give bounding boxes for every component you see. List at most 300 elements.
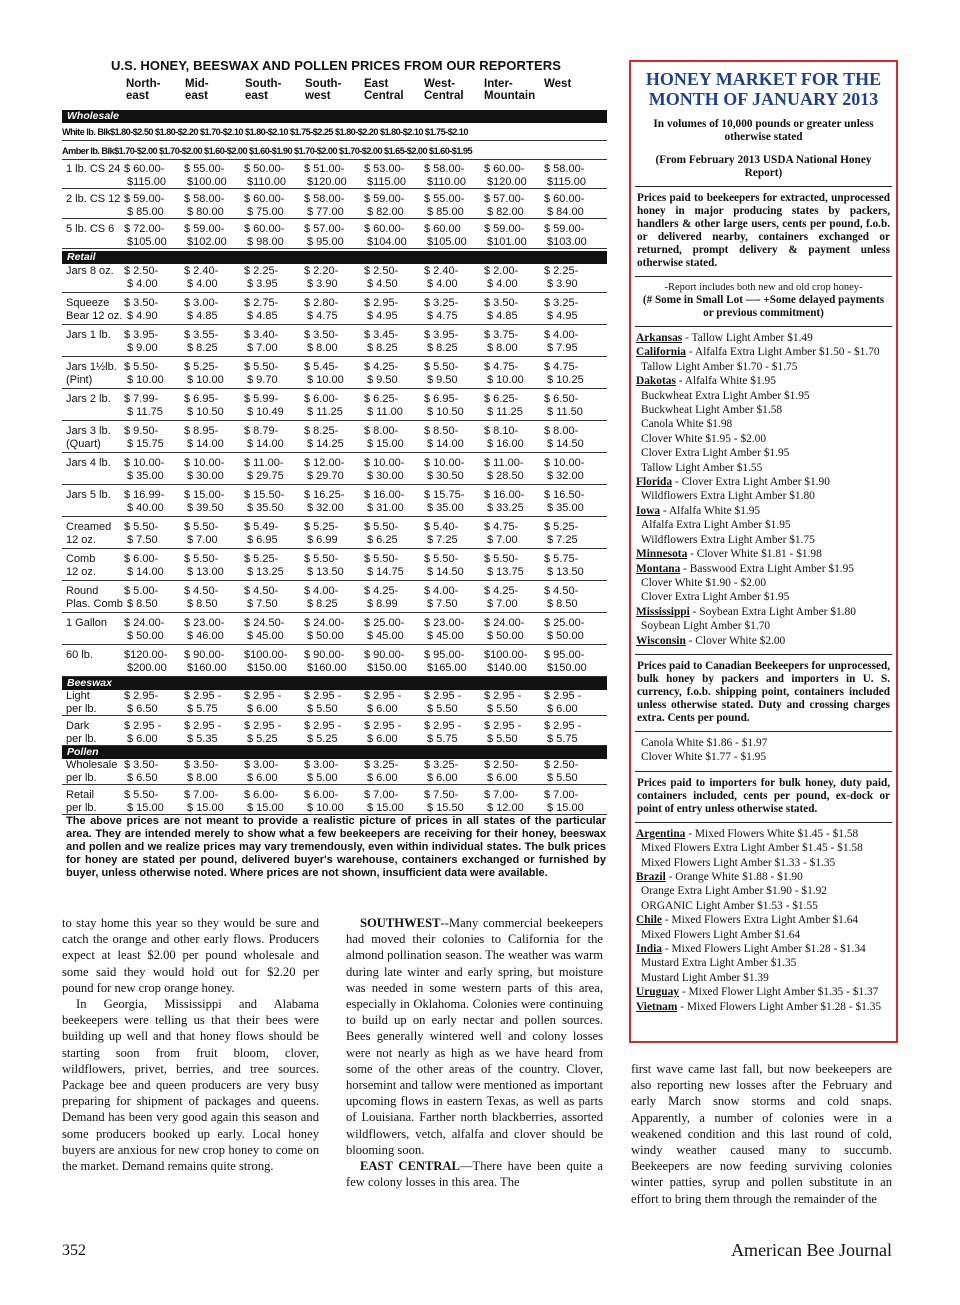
price-cell: $ 16.00- $ 31.00 (364, 489, 405, 514)
market-list-item: Dakotas - Alfalfa White $1.95 (636, 375, 776, 388)
origin-name: Iowa (636, 504, 661, 517)
market-list-item: Iowa - Alfalfa White $1.95 (636, 504, 761, 517)
section-heading-east-central: EAST CENTRAL (360, 1159, 460, 1174)
price-cell: $ 5.50- $ 15.00 (124, 789, 164, 814)
article-column-3 (631, 1061, 892, 1207)
market-report-note: -Report includes both new and old crop honey- (664, 282, 863, 293)
market-list-item: Mustard Light Amber $1.39 (641, 971, 769, 984)
market-import-intro: Prices paid to importers for bulk honey, duty paid, containers included, cents per pound, ex-dock or point of entry unless otherwise stated. (637, 776, 890, 815)
row-label: Retail per lb. (66, 789, 97, 814)
divider (635, 186, 892, 187)
price-cell: $ 3.50- $ 4.85 (484, 297, 519, 322)
price-cell: $ 2.95 - $ 6.00 (364, 690, 402, 715)
price-cell: $ 4.00- $ 7.50 (424, 585, 459, 610)
market-list-item: Alfalfa Extra Light Amber $1.95 (641, 519, 791, 532)
price-cell: $ 2.40- $ 4.00 (184, 265, 219, 290)
price-cell: $ 3.95- $ 8.25 (424, 329, 459, 354)
market-list-item: Mixed Flowers Light Amber $1.64 (641, 928, 801, 941)
price-cell: $ 5.49- $ 6.95 (244, 521, 279, 546)
price-cell: $ 24.00- $ 50.00 (484, 617, 525, 642)
price-cell: $ 11.00- $ 29.75 (244, 457, 284, 482)
article-column-2 (346, 915, 603, 1190)
price-cell: $ 15.50- $ 35.50 (244, 489, 285, 514)
price-cell: $ 9.50- $ 15.75 (124, 425, 164, 450)
region-header: Mid- east (185, 78, 209, 102)
market-list-item: Soybean Light Amber $1.70 (641, 620, 771, 633)
price-cell: $ 25.00- $ 50.00 (544, 617, 585, 642)
price-cell: $ 6.00- $ 14.00 (124, 553, 164, 578)
region-header: North- east (126, 78, 161, 102)
market-title: HONEY MARKET FOR THE MONTH OF JANUARY 2013 (645, 69, 882, 109)
price-cell: $ 5.50- $ 14.75 (364, 553, 404, 578)
region-headers (62, 78, 610, 106)
price-cell: $ 3.40- $ 7.00 (244, 329, 279, 354)
price-cell: $ 8.00- $ 14.50 (544, 425, 584, 450)
price-cell: $ 2.25- $ 3.95 (244, 265, 279, 290)
price-cell: $ 2.95 - $ 5.75 (424, 720, 462, 745)
article-paragraph: to stay home this year so they would be sure and catch the orange and other early flows. Producers expect at least $2.00 per pound wholesale and some said they would hold out for $2.20 per pound for new crop orange honey. (62, 916, 319, 995)
market-list-item: Mixed Flowers Extra Light Amber $1.45 - $1.58 (641, 842, 863, 855)
price-cell: $ 4.00- $ 7.95 (544, 329, 579, 354)
price-cell: $ 2.95- $ 4.95 (364, 297, 399, 322)
price-cell: $ 95.00- $165.00 (424, 649, 467, 674)
price-cell: $ 5.50- $ 7.50 (124, 521, 159, 546)
price-cell: $ 3.00- $ 6.00 (244, 759, 279, 784)
origin-name: Minnesota (636, 548, 688, 561)
price-disclaimer: The above prices are not meant to provide a realistic picture of prices in all states of the particular area. They are intended merely to show what a few beekeepers are receiving for their honey, beeswax and pollen and we realize prices may vary tremendously, even within individual states. The bulk prices for honey are stated per pound, delivered buyer's warehouse, containers exchanged or furnished by buyer, unless otherwise noted. Where prices are not shown, insufficient data were available. (66, 815, 606, 879)
price-cell: $ 58.00- $ 77.00 (304, 193, 345, 218)
price-cell: $ 4.00- $ 8.25 (304, 585, 339, 610)
price-cell: $ 2.95 - $ 5.50 (424, 690, 462, 715)
origin-name: Florida (636, 476, 673, 489)
price-cell: $120.00- $200.00 (124, 649, 168, 674)
market-list-item: Wisconsin - Clover White $2.00 (636, 634, 786, 647)
divider (635, 654, 892, 655)
price-row (62, 193, 607, 219)
price-cell: $ 12.00- $ 29.70 (304, 457, 345, 482)
price-cell: $ 3.50- $ 8.00 (184, 759, 219, 784)
price-row (62, 789, 607, 815)
price-cell: $ 5.50- $ 9.50 (424, 361, 459, 386)
price-cell: $ 8.25- $ 14.25 (304, 425, 344, 450)
price-cell: $ 2.95 - $ 6.00 (124, 720, 162, 745)
price-row (62, 223, 607, 249)
region-header: East Central (364, 78, 404, 102)
market-list-item: Minnesota - Clover White $1.81 - $1.98 (636, 548, 822, 561)
price-cell: $ 3.25- $ 4.95 (544, 297, 579, 322)
price-cell: $ 5.25- $ 7.25 (544, 521, 579, 546)
price-cell: $ 58.00- $110.00 (424, 163, 466, 188)
row-label: Jars 3 lb. (Quart) (66, 425, 111, 450)
price-cell: $ 2.95 - $ 6.00 (244, 690, 282, 715)
section-bar-wholesale: Wholesale (62, 110, 607, 123)
market-list-item: Clover Extra Light Amber $1.95 (641, 591, 790, 604)
price-cell: $ 2.80- $ 4.75 (304, 297, 339, 322)
row-label: Creamed 12 oz. (66, 521, 112, 546)
price-row (62, 649, 607, 677)
price-cell: $ 59.00- $103.00 (544, 223, 587, 248)
origin-name: Dakotas (636, 375, 676, 388)
price-cell: $ 7.99- $ 11.75 (124, 393, 163, 418)
region-header: Inter- Mountain (484, 78, 536, 102)
price-cell: $ 4.25- $ 8.99 (364, 585, 399, 610)
row-label: 2 lb. CS 12 (66, 193, 121, 205)
price-cell: $ 8.00- $ 15.00 (364, 425, 404, 450)
price-cell: $ 23.00- $ 45.00 (424, 617, 465, 642)
price-row (62, 521, 607, 549)
price-cell: $ 5.45- $ 10.00 (304, 361, 344, 386)
market-list-item: Buckwheat Extra Light Amber $1.95 (641, 389, 810, 402)
price-cell: $ 5.25- $ 10.00 (184, 361, 224, 386)
price-cell: $ 4.25- $ 7.00 (484, 585, 519, 610)
divider (635, 822, 892, 823)
article-column-1 (62, 915, 319, 1174)
price-cell: $ 8.50- $ 14.00 (424, 425, 464, 450)
price-cell: $ 60.00- $ 98.00 (244, 223, 285, 248)
price-cell: $ 10.00- $ 30.00 (184, 457, 225, 482)
price-cell: $ 55.00- $100.00 (184, 163, 227, 188)
market-list-item: Clover White $1.77 - $1.95 (641, 751, 767, 764)
price-cell: $ 5.50- $ 13.50 (304, 553, 344, 578)
canada-price-list (636, 736, 892, 765)
price-cell: $ 2.95 - $ 5.75 (544, 720, 582, 745)
market-list-item: Vietnam - Mixed Flowers Light Amber $1.28 - $1.35 (636, 1000, 882, 1013)
price-cell: $ 16.25- $ 32.00 (304, 489, 345, 514)
row-label: Jars 1½lb. (Pint) (66, 361, 117, 386)
row-label: Dark per lb. (66, 720, 97, 745)
price-cell: $ 7.50- $ 15.50 (424, 789, 464, 814)
article-paragraph: —There have been quite a few colony losses in this area. The (346, 1159, 603, 1190)
price-cell: $ 59.00- $101.00 (484, 223, 527, 248)
price-cell: $ 4.50- $ 8.50 (544, 585, 579, 610)
price-cell: $ 5.50- $ 7.00 (184, 521, 219, 546)
price-cell: $ 3.00- $ 4.85 (184, 297, 219, 322)
market-list-item: Mustard Extra Light Amber $1.35 (641, 957, 797, 970)
price-cell: $ 2.95 - $ 5.50 (484, 720, 522, 745)
price-cell: $ 24.50- $ 45.00 (244, 617, 285, 642)
price-cell: $ 3.50- $ 6.50 (124, 759, 159, 784)
market-list-item: Wildflowers Extra Light Amber $1.75 (641, 533, 815, 546)
price-cell: $ 5.50- $ 10.00 (124, 361, 164, 386)
price-cell: $ 2.50- $ 4.50 (364, 265, 399, 290)
price-cell: $ 3.50- $ 4.90 (124, 297, 159, 322)
market-list-item: Buckwheat Light Amber $1.58 (641, 404, 783, 417)
price-cell: $ 2.50- $ 5.50 (544, 759, 579, 784)
price-cell: $ 59.00- $ 82.00 (364, 193, 405, 218)
price-row (62, 457, 607, 485)
price-cell: $ 16.00- $ 33.25 (484, 489, 525, 514)
divider (635, 276, 892, 277)
origin-name: Vietnam (636, 1000, 678, 1013)
article-paragraph: first wave came last fall, but now beekeepers are also reporting new losses after the February and early March snow storms and cold snaps. Apparently, a number of colonies were in a weakened condition and this last round of cold, windy weather caused many to succumb. Beekeepers are now feeding surviving colonies winter patties, syrup and pollen substitute in an effort to bring them through the remainder of the (631, 1062, 892, 1206)
origin-name: India (636, 943, 662, 955)
price-cell: $ 57.00- $ 95.00 (304, 223, 345, 248)
price-cell: $ 2.95- $ 6.50 (124, 690, 159, 715)
price-cell: $ 3.55- $ 8.25 (184, 329, 219, 354)
price-row (62, 163, 607, 189)
price-cell: $ 2.95 - $ 5.75 (184, 690, 222, 715)
market-list-item: Chile - Mixed Flowers Extra Light Amber $1.64 (636, 914, 859, 927)
price-cell: $ 60.00- $115.00 (124, 163, 166, 188)
price-cell: $ 2.75- $ 4.85 (244, 297, 279, 322)
price-cell: $ 2.50- $ 4.00 (124, 265, 159, 290)
row-label: Jars 4 lb. (66, 457, 111, 469)
price-row (62, 361, 607, 389)
origin-name: Chile (636, 914, 662, 927)
price-cell: $ 8.10- $ 16.00 (484, 425, 524, 450)
row-label: 1 Gallon (66, 617, 107, 629)
price-cell: $ 16.50- $ 35.00 (544, 489, 585, 514)
row-label: Wholesale per lb. (66, 759, 118, 784)
price-cell: $ 3.00- $ 5.00 (304, 759, 339, 784)
market-list-item: Mississippi - Soybean Extra Light Amber $1.80 (636, 605, 856, 618)
row-label: Squeeze Bear 12 oz. (66, 297, 123, 322)
price-cell: $ 10.00- $ 35.00 (124, 457, 165, 482)
price-cell: $ 59.00- $102.00 (184, 223, 227, 248)
price-cell: $ 5.25- $ 6.99 (304, 521, 339, 546)
row-label: Jars 5 lb. (66, 489, 111, 501)
market-list-item: Orange Extra Light Amber $1.90 - $1.92 (641, 885, 828, 898)
market-source: (From February 2013 USDA National Honey Report) (655, 154, 872, 179)
price-cell: $ 10.00- $ 32.00 (544, 457, 585, 482)
market-list-item: Argentina - Mixed Flowers White $1.45 - $1.58 (636, 827, 859, 840)
price-cell: $ 3.50- $ 8.00 (304, 329, 339, 354)
price-cell: $ 2.95 - $ 5.50 (484, 690, 522, 715)
price-cell: $ 60.00- $ 75.00 (244, 193, 285, 218)
market-list-item: Mixed Flowers Light Amber $1.33 - $1.35 (641, 856, 836, 869)
price-cell: $ 3.25- $ 6.00 (424, 759, 459, 784)
region-header: South- west (305, 78, 342, 102)
price-cell: $ 11.00- $ 28.50 (484, 457, 524, 482)
market-list-item: ORGANIC Light Amber $1.53 - $1.55 (641, 899, 818, 912)
market-list-item: Brazil - Orange White $1.88 - $1.90 (636, 870, 803, 883)
market-list-item: India - Mixed Flowers Light Amber $1.28 - $1.34 (636, 943, 866, 955)
price-cell: $100.00- $150.00 (244, 649, 288, 674)
price-cell: $ 90.00- $150.00 (364, 649, 407, 674)
price-row (62, 489, 607, 517)
row-label: Light per lb. (66, 690, 97, 715)
origin-name: Brazil (636, 870, 666, 883)
price-cell: $ 7.00- $ 12.00 (484, 789, 524, 814)
market-list-item: Tallow Light Amber $1.70 - $1.75 (641, 360, 798, 373)
bulk-amber-row: Amber lb. Blk$1.70-$2.00 $1.70-$2.00 $1.60-$2.00 $1.60-$1.90 $1.70-$2.00 $1.70-$2.00 $1.65-$2.00 $1.60-$1.95 (62, 143, 607, 160)
price-table-title: U.S. HONEY, BEESWAX AND POLLEN PRICES FROM OUR REPORTERS (110, 58, 562, 73)
price-cell: $ 5.50- $ 14.50 (424, 553, 464, 578)
price-cell: $ 2.50- $ 6.00 (484, 759, 519, 784)
price-cell: $ 2.40- $ 4.00 (424, 265, 459, 290)
price-row (62, 720, 607, 746)
price-cell: $ 4.75- $ 10.00 (484, 361, 524, 386)
price-cell: $ 4.25- $ 9.50 (364, 361, 399, 386)
price-cell: $ 3.25- $ 6.00 (364, 759, 399, 784)
market-list-item: California - Alfalfa Extra Light Amber $1.50 - $1.70 (636, 346, 880, 359)
price-cell: $ 25.00- $ 45.00 (364, 617, 405, 642)
price-cell: $ 24.00- $ 50.00 (124, 617, 165, 642)
honey-market-box (629, 60, 898, 1043)
price-cell: $ 5.00- $ 8.50 (124, 585, 159, 610)
origin-name: Mississippi (636, 605, 690, 618)
market-list-item: Montana - Basswood Extra Light Amber $1.95 (636, 562, 854, 575)
us-price-list (636, 331, 892, 648)
price-cell: $ 60.00 $105.00 (424, 223, 467, 248)
price-cell: $ 3.75- $ 8.00 (484, 329, 519, 354)
origin-name: Wisconsin (636, 634, 686, 647)
market-list-item: Clover White $1.95 - $2.00 (641, 432, 767, 445)
divider (635, 326, 892, 327)
price-cell: $ 5.50- $ 13.00 (184, 553, 224, 578)
price-cell: $ 72.00- $105.00 (124, 223, 167, 248)
price-cell: $ 55.00- $ 85.00 (424, 193, 465, 218)
price-cell: $ 2.95 - $ 5.35 (184, 720, 222, 745)
price-cell: $ 2.95 - $ 5.50 (304, 690, 342, 715)
price-cell: $ 5.25- $ 13.25 (244, 553, 284, 578)
row-label: Jars 8 oz. (66, 265, 114, 277)
price-cell: $ 60.00- $ 84.00 (544, 193, 585, 218)
import-price-list (636, 827, 892, 1014)
row-label: Round Plas. Comb (66, 585, 123, 610)
price-cell: $ 8.95- $ 14.00 (184, 425, 224, 450)
price-row (62, 690, 607, 716)
price-cell: $ 6.25- $ 11.00 (364, 393, 403, 418)
price-cell: $ 2.00- $ 4.00 (484, 265, 519, 290)
section-bar-retail: Retail (62, 251, 607, 264)
price-cell: $ 4.50- $ 7.50 (244, 585, 279, 610)
market-list-item: Canola White $1.98 (641, 418, 733, 431)
price-row (62, 759, 607, 785)
price-row (62, 265, 607, 293)
price-cell: $ 53.00- $115.00 (364, 163, 406, 188)
price-cell: $ 4.50- $ 8.50 (184, 585, 219, 610)
market-lot-note: (# Some in Small Lot —- +Some delayed payments or previous commitment) (642, 294, 885, 319)
price-cell: $ 59.00- $ 85.00 (124, 193, 165, 218)
article-paragraph: In Georgia, Mississippi and Alabama beekeepers were telling us that their bees were building up well and that honey flows should be starting soon from fruit bloom, clover, wildflowers, privet, berries, and tree sources. Package bee and queen producers are very busy preparing for shipment of packages and queens. Demand has been very good again this season and some producers booked up early. Local honey buyers are anxious for new crop honey to come on the market. Demand remains quite strong. (62, 997, 319, 1174)
section-heading-southwest: SOUTHWEST (360, 916, 441, 930)
section-bar-pollen: Pollen (62, 746, 607, 759)
price-row (62, 425, 607, 453)
row-label: Comb 12 oz. (66, 553, 96, 578)
price-cell: $ 58.00- $115.00 (544, 163, 586, 188)
price-cell: $ 2.20- $ 3.90 (304, 265, 339, 290)
price-cell: $ 6.50- $ 11.50 (544, 393, 583, 418)
price-cell: $ 6.95- $ 10.50 (184, 393, 224, 418)
price-cell: $ 50.00- $110.00 (244, 163, 286, 188)
origin-name: California (636, 346, 686, 359)
price-cell: $ 24.00- $ 50.00 (304, 617, 345, 642)
price-row (62, 393, 607, 421)
price-cell: $ 51.00- $120.00 (304, 163, 347, 188)
row-label: 60 lb. (66, 649, 93, 661)
price-cell: $ 15.00- $ 39.50 (184, 489, 225, 514)
market-list-item: Wildflowers Extra Light Amber $1.80 (641, 490, 815, 503)
market-list-item: Florida - Clover Extra Light Amber $1.90 (636, 476, 830, 489)
price-cell: $ 4.75- $ 7.00 (484, 521, 519, 546)
market-list-item: Canola White $1.86 - $1.97 (641, 736, 768, 749)
price-row (62, 585, 607, 613)
section-bar-beeswax: Beeswax (62, 677, 607, 690)
price-cell: $ 2.25- $ 3.90 (544, 265, 579, 290)
bulk-white-row: White lb. Blk$1.80-$2.50 $1.80-$2.20 $1.70-$2.10 $1.80-$2.10 $1.75-$2.25 $1.80-$2.20 $1.80-$2.10 $1.75-$2.10 (62, 124, 607, 141)
price-row (62, 553, 607, 581)
price-cell: $ 90.00- $160.00 (184, 649, 227, 674)
price-cell: $ 6.95- $ 10.50 (424, 393, 464, 418)
price-cell: $ 3.45- $ 8.25 (364, 329, 399, 354)
price-cell: $ 2.95 - $ 6.00 (364, 720, 402, 745)
journal-name: American Bee Journal (731, 1240, 892, 1260)
row-label: Jars 1 lb. (66, 329, 111, 341)
region-header: West- Central (424, 78, 464, 102)
price-cell: $ 5.40- $ 7.25 (424, 521, 459, 546)
price-row (62, 297, 607, 325)
region-header: South- east (245, 78, 282, 102)
market-list-item: Clover White $1.90 - $2.00 (641, 576, 767, 589)
price-row (62, 617, 607, 645)
price-cell: $ 5.50- $ 9.70 (244, 361, 279, 386)
price-cell: $ 6.00- $ 10.00 (304, 789, 344, 814)
price-cell: $ 58.00- $ 80.00 (184, 193, 225, 218)
price-cell: $100.00- $140.00 (484, 649, 528, 674)
origin-name: Montana (636, 562, 681, 575)
price-cell: $ 8.79- $ 14.00 (244, 425, 284, 450)
price-cell: $ 90.00- $160.00 (304, 649, 347, 674)
price-cell: $ 5.50- $ 13.75 (484, 553, 524, 578)
price-cell: $ 5.99- $ 10.49 (244, 393, 284, 418)
price-cell: $ 5.50- $ 6.25 (364, 521, 399, 546)
price-cell: $ 7.00- $ 15.00 (184, 789, 224, 814)
price-cell: $ 15.75- $ 35.00 (424, 489, 465, 514)
market-list-item: Clover Extra Light Amber $1.95 (641, 447, 790, 460)
price-cell: $ 2.95 - $ 5.25 (304, 720, 342, 745)
price-cell: $ 3.95- $ 9.00 (124, 329, 159, 354)
origin-name: Arkansas (636, 332, 683, 344)
market-list-item: Tallow Light Amber $1.55 (641, 461, 763, 474)
market-list-item: Arkansas - Tallow Light Amber $1.49 (636, 332, 813, 344)
price-row (62, 329, 607, 357)
price-cell: $ 7.00- $ 15.00 (364, 789, 404, 814)
price-cell: $ 16.99- $ 40.00 (124, 489, 165, 514)
price-cell: $ 6.00- $ 11.25 (304, 393, 343, 418)
divider (635, 771, 892, 772)
divider (635, 731, 892, 732)
price-cell: $ 60.00- $104.00 (364, 223, 407, 248)
price-cell: $ 60.00- $120.00 (484, 163, 527, 188)
origin-name: Argentina (636, 827, 686, 840)
price-cell: $ 3.25- $ 4.75 (424, 297, 459, 322)
price-cell: $ 23.00- $ 46.00 (184, 617, 225, 642)
region-header: West (544, 78, 572, 90)
market-canada-intro: Prices paid to Canadian Beekeepers for unprocessed, bulk honey by packers and importers in U. S. currency, f.o.b. shipping point, containers included unless otherwise stated. Duty and crossing charges extra. Cents per pound. (637, 659, 890, 724)
price-cell: $ 2.95 - $ 5.25 (244, 720, 282, 745)
price-cell: $ 5.75- $ 13.50 (544, 553, 584, 578)
price-cell: $ 10.00- $ 30.50 (424, 457, 465, 482)
article-paragraph: --Many commercial beekeepers had moved their colonies to California for the almond pollination season. The weather was warm during late winter and early spring, but moisture was needed in some western parts of this area, especially in Oklahoma. Colonies were continuing to build up on early nectar and pollen sources. Bees generally wintered well and colony losses were not nearly as high as we have heard from some of the other areas of the country. Clover, horsemint and tallow were mentioned as important upcoming flows in eastern Texas, as well as parts of Louisiana. Farther north blackberries, assorted wildflowers, vetch, alfalfa and clover should be blooming soon. (346, 916, 603, 1157)
page-number: 352 (62, 1242, 86, 1259)
market-us-intro: Prices paid to beekeepers for extracted, unprocessed honey in major producing states by packers, handlers & other large users, cents per pound, f.o.b. or delivered nearby, containers exchanged or returned, prompt delivery & payment unless otherwise stated. (637, 192, 890, 269)
market-volumes: In volumes of 10,000 pounds or greater unless otherwise stated (653, 118, 874, 143)
row-label: 1 lb. CS 24 (66, 163, 121, 175)
price-cell: $ 10.00- $ 30.00 (364, 457, 405, 482)
price-cell: $ 2.95 - $ 6.00 (544, 690, 582, 715)
origin-name: Uruguay (636, 986, 680, 999)
price-cell: $ 7.00- $ 15.00 (544, 789, 584, 814)
price-cell: $ 4.75- $ 10.25 (544, 361, 584, 386)
price-cell: $ 57.00- $ 82.00 (484, 193, 525, 218)
price-cell: $ 95.00- $150.00 (544, 649, 587, 674)
row-label: 5 lb. CS 6 (66, 223, 115, 235)
price-cell: $ 6.25- $ 11.25 (484, 393, 523, 418)
market-list-item: Uruguay - Mixed Flower Light Amber $1.35 - $1.37 (636, 986, 879, 999)
price-cell: $ 6.00- $ 15.00 (244, 789, 284, 814)
row-label: Jars 2 lb. (66, 393, 111, 405)
